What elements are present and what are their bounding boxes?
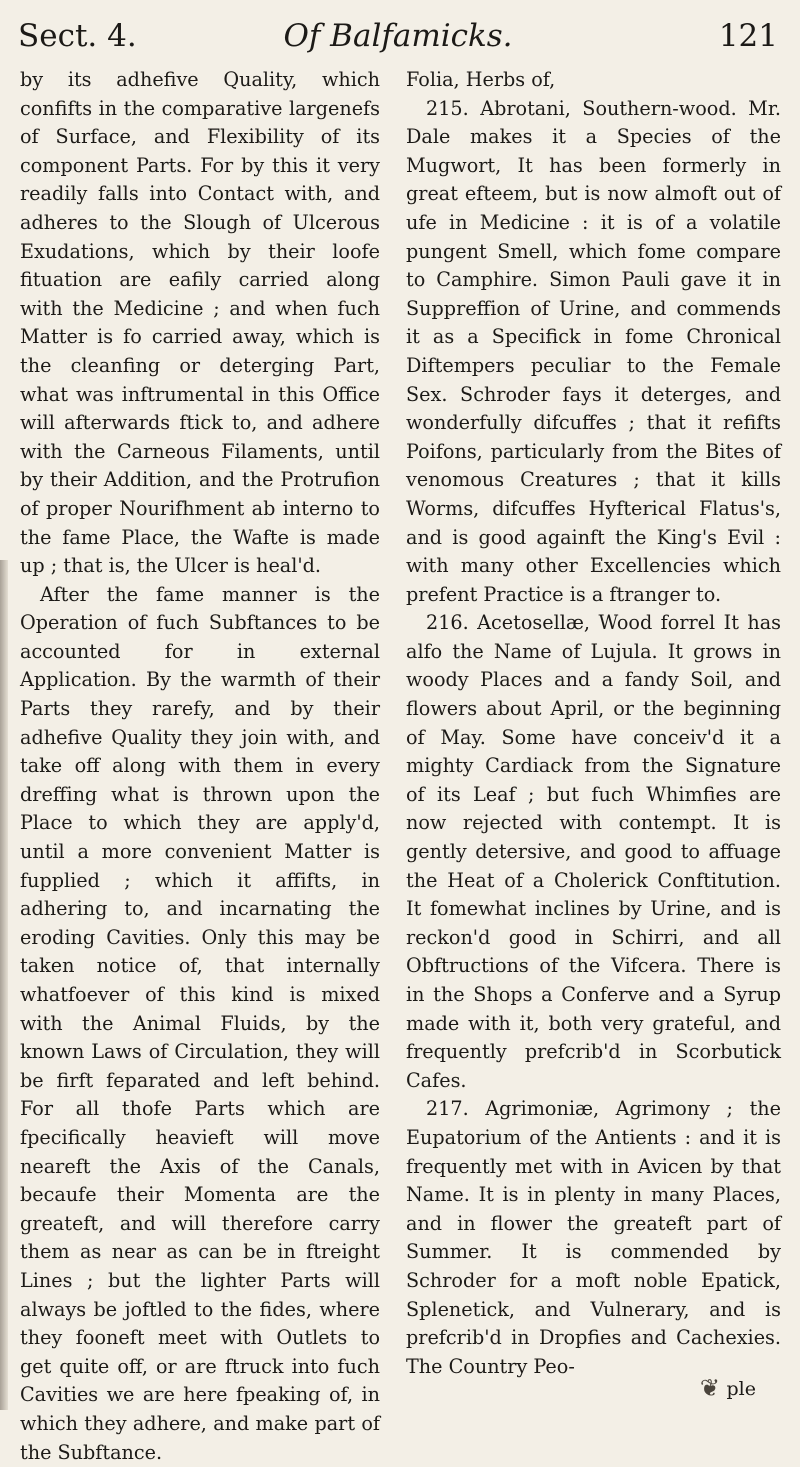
paragraph: by its adhefive Quality, which confifts in the comparative largenefs of Surface, and Flexibility of its component Parts. For by this it very readily falls into Contact with, and adheres to the Slough of Ulcerous Exudations, which by their loofe fituation are eafily carried along with the Medicine ; and when fuch Matter is fo carried away, which is the cleanfing or deterging Part, what was inftrumental in this Office will afterwards ftick to, and adhere with the Carneous Filaments, until by their Addition, and the Protrufion of proper Nourifhment ab interno to the fame Place, the Wafte is made up ; that is, the Ulcer is heal'd.: [20, 68, 380, 578]
running-header: [18, 12, 778, 60]
catchword: ple: [726, 1378, 756, 1400]
page-binding-shadow: [0, 560, 8, 1410]
entry-216: 216. Acetosellæ, Wood forrel It has alfo the Name of Lujula. It grows in woody Places and a fandy Soil, and flowers about April, or the beginning of May. Some have conceiv'd it a mighty Cardiack from the Signature of its Leaf ; but fuch Whimfies are now rejected with contempt. It is gently detersive, and good to affuage the Heat of a Cholerick Conftitution. It fomewhat inclines by Urine, and is reckon'd good in Schirri, and all Obftructions of the Vifcera. There is in the Shops a Conferve and a Syrup made with it, both very grateful, and frequently prefcrib'd in Scorbutick Cafes.: [406, 611, 781, 1092]
paragraph: Folia, Herbs of,: [406, 68, 556, 91]
printer-ornament-icon: ❦: [699, 1374, 720, 1402]
entry-215: 215. Abrotani, Southern-wood. Mr. Dale makes it a Species of the Mugwort, It has been formerly in great efteem, but is now almoft out of ufe in Medicine : it is of a volatile pungent Smell, which fome compare to Camphire. Simon Pauli gave it in Suppreffion of Urine, and commends it as a Specifick in fome Chronical Diftempers peculiar to the Female Sex. Schroder fays it deterges, and wonderfully difcuffes ; that it refifts Poifons, particularly from the Bites of venomous Creatures ; that it kills Worms, difcuffes Hyfterical Flatus's, and is good againft the King's Evil : with many other Excellencies which prefent Practice is a ftranger to.: [406, 96, 781, 606]
running-title: Of Balfamicks.: [283, 18, 513, 54]
page-number: 121: [718, 18, 778, 54]
paragraph: After the fame manner is the Operation of fuch Subftances to be accounted for in external Application. By the warmth of their Parts they rarefy, and by their adhefive Quality they join with, and take off along with them in every dreffing what is thrown upon the Place to which they are apply'd, until a more convenient Matter is fupplied ; which it affifts, in adhering to, and incarnating the eroding Cavities. Only this may be taken notice of, that internally whatfoever of this kind is mixed with the Animal Fluids, by the known Laws of Circulation, they will be firft feparated and left behind. For all thofe Parts which are fpecifically heavieft will move neareft the Axis of the Canals, becaufe their Momenta are the greateft, and will therefore carry them as near as can be in ftreight Lines ; but the lighter Parts will always be joftled to the fides, where they fooneft meet with Outlets to get quite off, or are ftruck into fuch Cavities we are here fpeaking of, in which they adhere, and make part of the Subftance.: [20, 582, 380, 1464]
left-column: [20, 66, 380, 1467]
entry-217: 217. Agrimoniæ, Agrimony ; the Eupatorium of the Antients : and it is frequently met with in Avicen by that Name. It is in plenty in many Places, and in flower the greateft part of Summer. It is commended by Schroder for a moft noble Epatick, Splenetick, and Vulnerary, and is prefcrib'd in Dropfies and Cachexies. The Country Peo-: [406, 1097, 781, 1378]
right-column: [406, 66, 781, 1381]
section-label: Sect. 4.: [18, 18, 137, 54]
